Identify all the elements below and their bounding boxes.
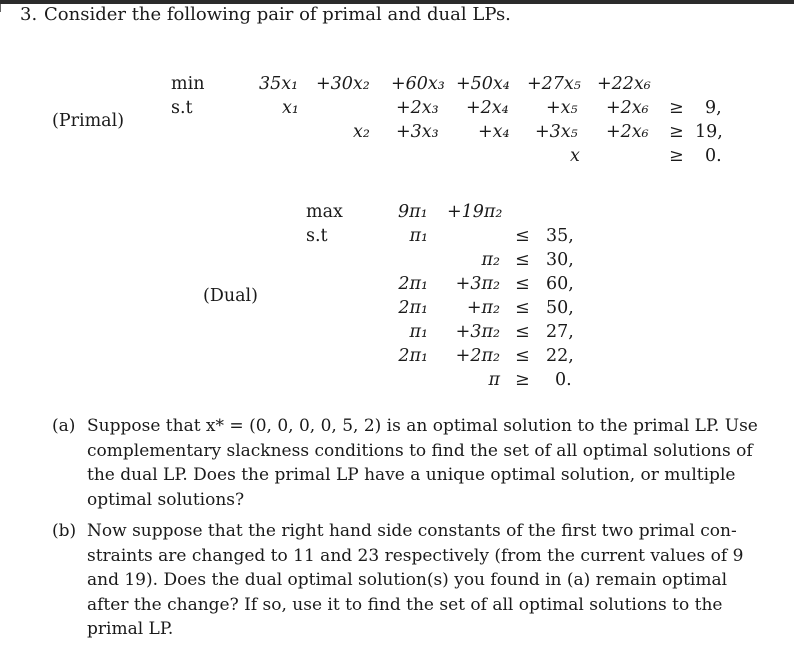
primal-c1-term-5: +2x₆ — [606, 98, 649, 118]
primal-c2-term-5: +2x₆ — [606, 122, 649, 142]
dual-row-5-term-2: +3π₂ — [455, 322, 500, 342]
dual-row-7-rhs: 0. — [555, 370, 572, 390]
dual-row-1-term-1: π₁ — [409, 226, 428, 246]
part-b-line-5: primal LP. — [87, 619, 174, 639]
dual-row-3-term-2: +3π₂ — [455, 274, 500, 294]
dual-row-4-term-1: 2π₁ — [398, 298, 428, 318]
dual-row-1-rhs: 35, — [546, 226, 574, 246]
primal-c1-relation: ≥ — [669, 98, 684, 118]
primal-c2-term-3: +x₄ — [478, 122, 510, 142]
dual-row-6-relation: ≤ — [515, 346, 530, 366]
dual-max-keyword: max — [306, 202, 343, 222]
primal-c2-term-2: +3x₃ — [396, 122, 439, 142]
primal-c2-rhs: 19, — [695, 122, 723, 142]
part-a-text — [87, 414, 758, 512]
primal-c1-term-1: x₁ — [282, 98, 299, 118]
dual-row-4-term-2: +π₂ — [466, 298, 500, 318]
dual-row-2-term-2: π₂ — [481, 250, 500, 270]
primal-obj-term-1: 35x₁ — [259, 74, 299, 94]
dual-row-4-relation: ≤ — [515, 298, 530, 318]
dual-obj-term-1: 9π₁ — [398, 202, 428, 222]
primal-c1-term-2: +2x₃ — [396, 98, 439, 118]
dual-label: (Dual) — [203, 286, 258, 306]
part-b-line-2: straints are changed to 11 and 23 respectively (from the current values of 9 — [87, 545, 744, 566]
part-b-line-1: Now suppose that the right hand side constants of the first two primal con- — [87, 521, 737, 541]
dual-st-keyword: s.t — [306, 226, 328, 246]
primal-c2-term-4: +3x₅ — [535, 122, 578, 142]
dual-row-3-term-1: 2π₁ — [398, 274, 428, 294]
dual-row-1-relation: ≤ — [515, 226, 530, 246]
primal-label: (Primal) — [52, 111, 125, 131]
part-b-label: (b) — [52, 521, 77, 541]
dual-row-2-relation: ≤ — [515, 250, 530, 270]
dual-obj-term-2: +19π₂ — [447, 202, 503, 222]
dual-row-5-rhs: 27, — [546, 322, 574, 342]
dual-row-5-relation: ≤ — [515, 322, 530, 342]
primal-c1-rhs: 9, — [705, 98, 722, 118]
primal-c1-term-3: +2x₄ — [466, 98, 509, 118]
problem-intro: Consider the following pair of primal and dual LPs. — [44, 4, 511, 25]
primal-obj-term-6: +22x₆ — [597, 74, 651, 94]
primal-nonneg-var: x — [570, 146, 580, 166]
part-b-text — [87, 519, 747, 642]
left-border — [0, 4, 1, 12]
primal-obj-term-5: +27x₅ — [527, 74, 581, 94]
primal-c2-relation: ≥ — [669, 122, 684, 142]
problem-number: 3. — [20, 4, 38, 25]
part-b-line-4: after the change? If so, use it to find the set of all optimal solutions to the — [87, 594, 723, 615]
primal-min-keyword: min — [171, 74, 205, 94]
part-a-line-3: the dual LP. Does the primal LP have a unique optimal solution, or multiple — [87, 465, 736, 485]
part-a-line-4: optimal solutions? — [87, 489, 245, 510]
dual-row-7-relation: ≥ — [515, 370, 530, 390]
part-b-line-3: and 19). Does the dual optimal solution(s) you found in (a) remain optimal — [87, 570, 728, 590]
dual-row-5-term-1: π₁ — [409, 322, 428, 342]
dual-row-6-rhs: 22, — [546, 346, 574, 366]
dual-row-6-term-1: 2π₁ — [398, 346, 428, 366]
primal-obj-term-4: +50x₄ — [456, 74, 510, 94]
dual-row-4-rhs: 50, — [546, 298, 574, 318]
dual-row-3-rhs: 60, — [546, 274, 574, 294]
dual-row-2-rhs: 30, — [546, 250, 574, 270]
primal-nonneg-rhs: 0. — [705, 146, 722, 166]
primal-nonneg-relation: ≥ — [669, 146, 684, 166]
part-a-line-2: complementary slackness conditions to find the set of all optimal solutions of — [87, 440, 753, 461]
primal-c1-term-4: +x₅ — [546, 98, 578, 118]
primal-c2-term-1: x₂ — [353, 122, 370, 142]
primal-obj-term-2: +30x₂ — [316, 74, 370, 94]
dual-row-7-term-2: π — [488, 370, 500, 390]
primal-obj-term-3: +60x₃ — [391, 74, 445, 94]
dual-row-3-relation: ≤ — [515, 274, 530, 294]
part-a-line-1: Suppose that x* = (0, 0, 0, 0, 5, 2) is an optimal solution to the primal LP. Use — [87, 416, 758, 436]
part-a-label: (a) — [52, 416, 76, 436]
primal-st-keyword: s.t — [171, 98, 193, 118]
dual-row-6-term-2: +2π₂ — [455, 346, 500, 366]
